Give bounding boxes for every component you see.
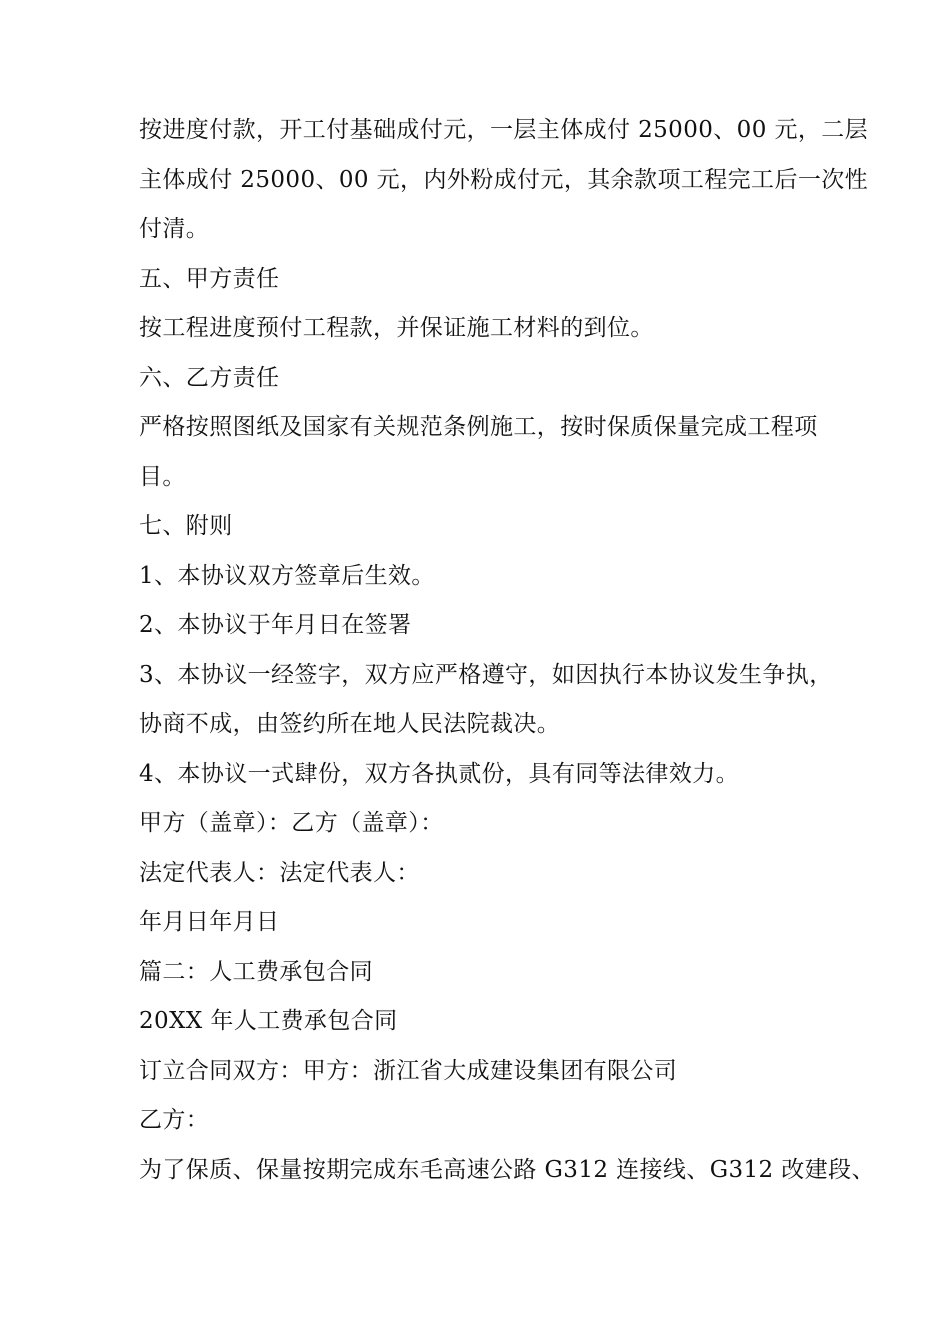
provision-3-line-1: 3、本协议一经签字，双方应严格遵守，如因执行本协议发生争执， [139, 661, 833, 688]
payment-terms-line-2: 主体成付 25000、00 元，内外粉成付元，其余款项工程完工后一次性 [139, 166, 869, 193]
payment-terms-line-3: 付清。 [139, 216, 210, 242]
document-body [139, 106, 875, 1195]
contract-title: 20XX 年人工费承包合同 [139, 1008, 398, 1034]
supplementary-provisions-heading: 七、附则 [139, 513, 233, 539]
project-purpose-line: 为了保质、保量按期完成东毛高速公路 G312 连接线、G312 改建段、 [139, 1156, 875, 1183]
seal-line: 甲方（盖章）：乙方（盖章）： [139, 810, 444, 836]
provision-1: 1、本协议双方签章后生效。 [139, 562, 435, 589]
provision-4: 4、本协议一式肆份，双方各执贰份，具有同等法律效力。 [139, 760, 740, 787]
party-a-responsibility-text: 按工程进度预付工程款，并保证施工材料的到位。 [139, 315, 654, 341]
party-b-responsibility-text-1: 严格按照图纸及国家有关规范条例施工，按时保质保量完成工程项 [139, 414, 818, 440]
legal-representative-line: 法定代表人：法定代表人： [139, 859, 420, 886]
party-b-responsibility-text-2: 目。 [139, 463, 186, 490]
provision-2: 2、本协议于年月日在签署 [139, 612, 412, 638]
party-b-responsibility-heading: 六、乙方责任 [139, 364, 280, 391]
party-a-responsibility-heading: 五、甲方责任 [139, 265, 280, 292]
party-b-line: 乙方： [139, 1107, 210, 1133]
date-line: 年月日年月日 [139, 909, 280, 935]
article-two-heading: 篇二：人工费承包合同 [139, 958, 373, 985]
provision-3-line-2: 协商不成，由签约所在地人民法院裁决。 [139, 711, 561, 737]
payment-terms-line-1: 按进度付款，开工付基础成付元，一层主体成付 25000、00 元，二层 [139, 117, 869, 143]
contracting-parties-line: 订立合同双方：甲方：浙江省大成建设集团有限公司 [139, 1057, 678, 1084]
